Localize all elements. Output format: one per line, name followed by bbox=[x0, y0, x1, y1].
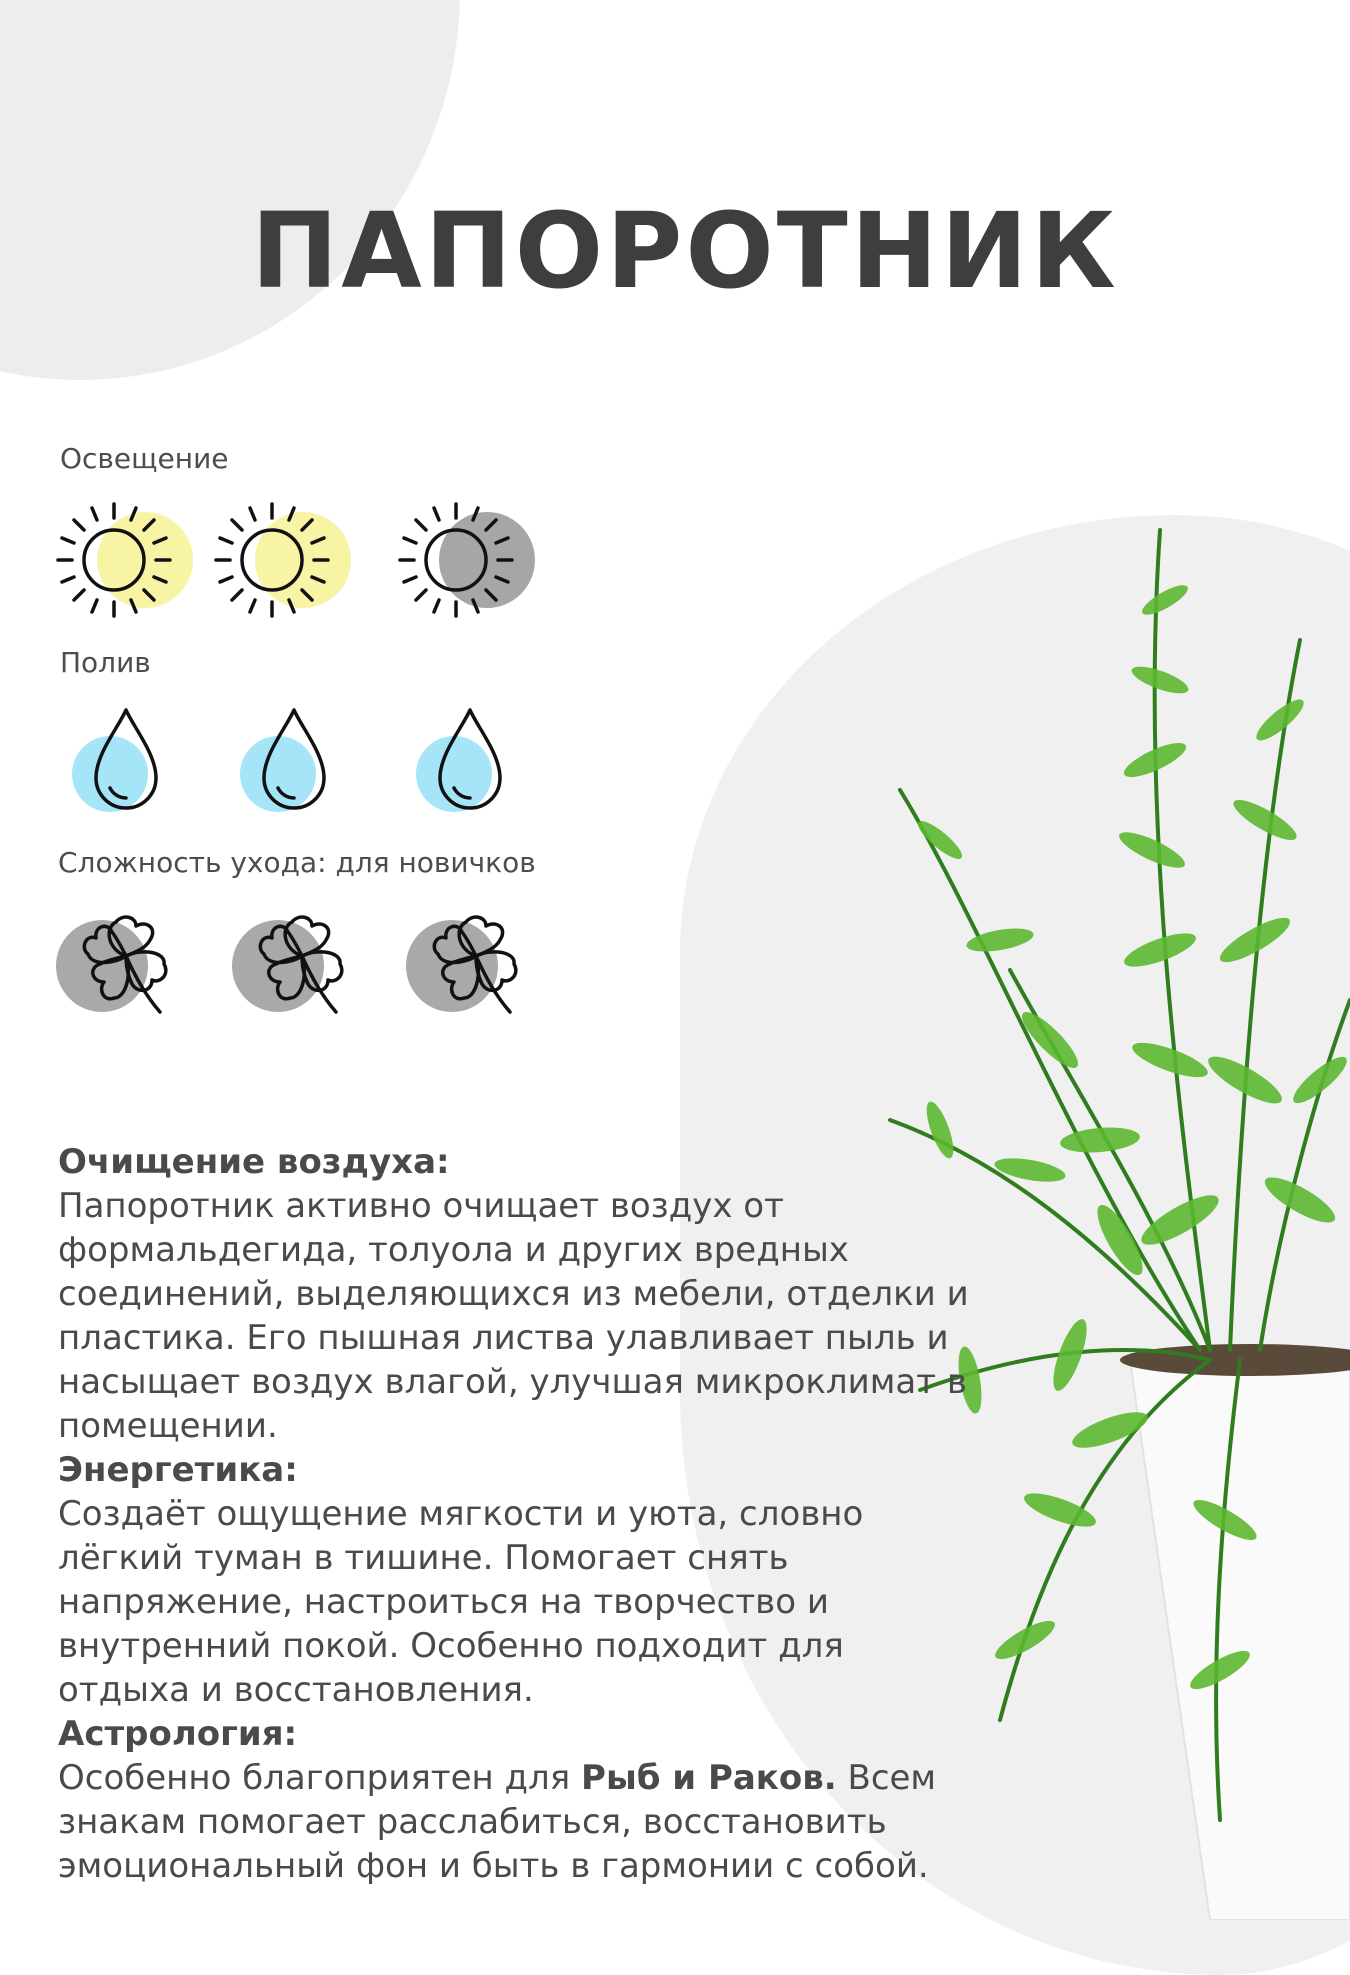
sun-icon bbox=[398, 500, 548, 620]
energy-heading: Энергетика: bbox=[58, 1450, 298, 1490]
water-drop-icon bbox=[410, 706, 510, 816]
page-title: ПАПОРОТНИК bbox=[251, 190, 1119, 312]
air-heading: Очищение воздуха: bbox=[58, 1142, 450, 1182]
water-label: Полив bbox=[60, 646, 151, 679]
description-block bbox=[58, 1140, 1058, 1888]
air-body: Папоротник активно очищает воздух от формальдегида, толуола и других вредных соединений, выделяющихся из мебели, отделки и пластика. Его пышная листва улавливает пыль и насыщает воздух влагой, улучшая микроклимат в помещении. bbox=[58, 1186, 969, 1446]
astro-body-part1: Особенно благоприятен для bbox=[58, 1758, 582, 1798]
clover-icon bbox=[232, 908, 352, 1018]
astro-body-signs: Рыб и Раков. bbox=[581, 1758, 837, 1798]
clover-icon bbox=[406, 908, 526, 1018]
astro-heading: Астрология: bbox=[58, 1714, 298, 1754]
water-drop-icon bbox=[66, 706, 166, 816]
water-drop-icon bbox=[234, 706, 334, 816]
care-label: Сложность ухода: для новичков bbox=[58, 846, 536, 879]
astro-body-part2: Всем знакам помогает расслабиться, восстановить эмоциональный фон и быть в гармонии с собой. bbox=[58, 1758, 937, 1886]
energy-body: Создаёт ощущение мягкости и уюта, словно лёгкий туман в тишине. Помогает снять напряжение, настроиться на творчество и внутренний покой. Особенно подходит для отдыха и восстановления. bbox=[58, 1494, 864, 1710]
sun-icon bbox=[214, 500, 364, 620]
light-label: Освещение bbox=[60, 442, 229, 475]
clover-icon bbox=[56, 908, 176, 1018]
astro-body bbox=[58, 1756, 998, 1888]
sun-icon bbox=[56, 500, 206, 620]
